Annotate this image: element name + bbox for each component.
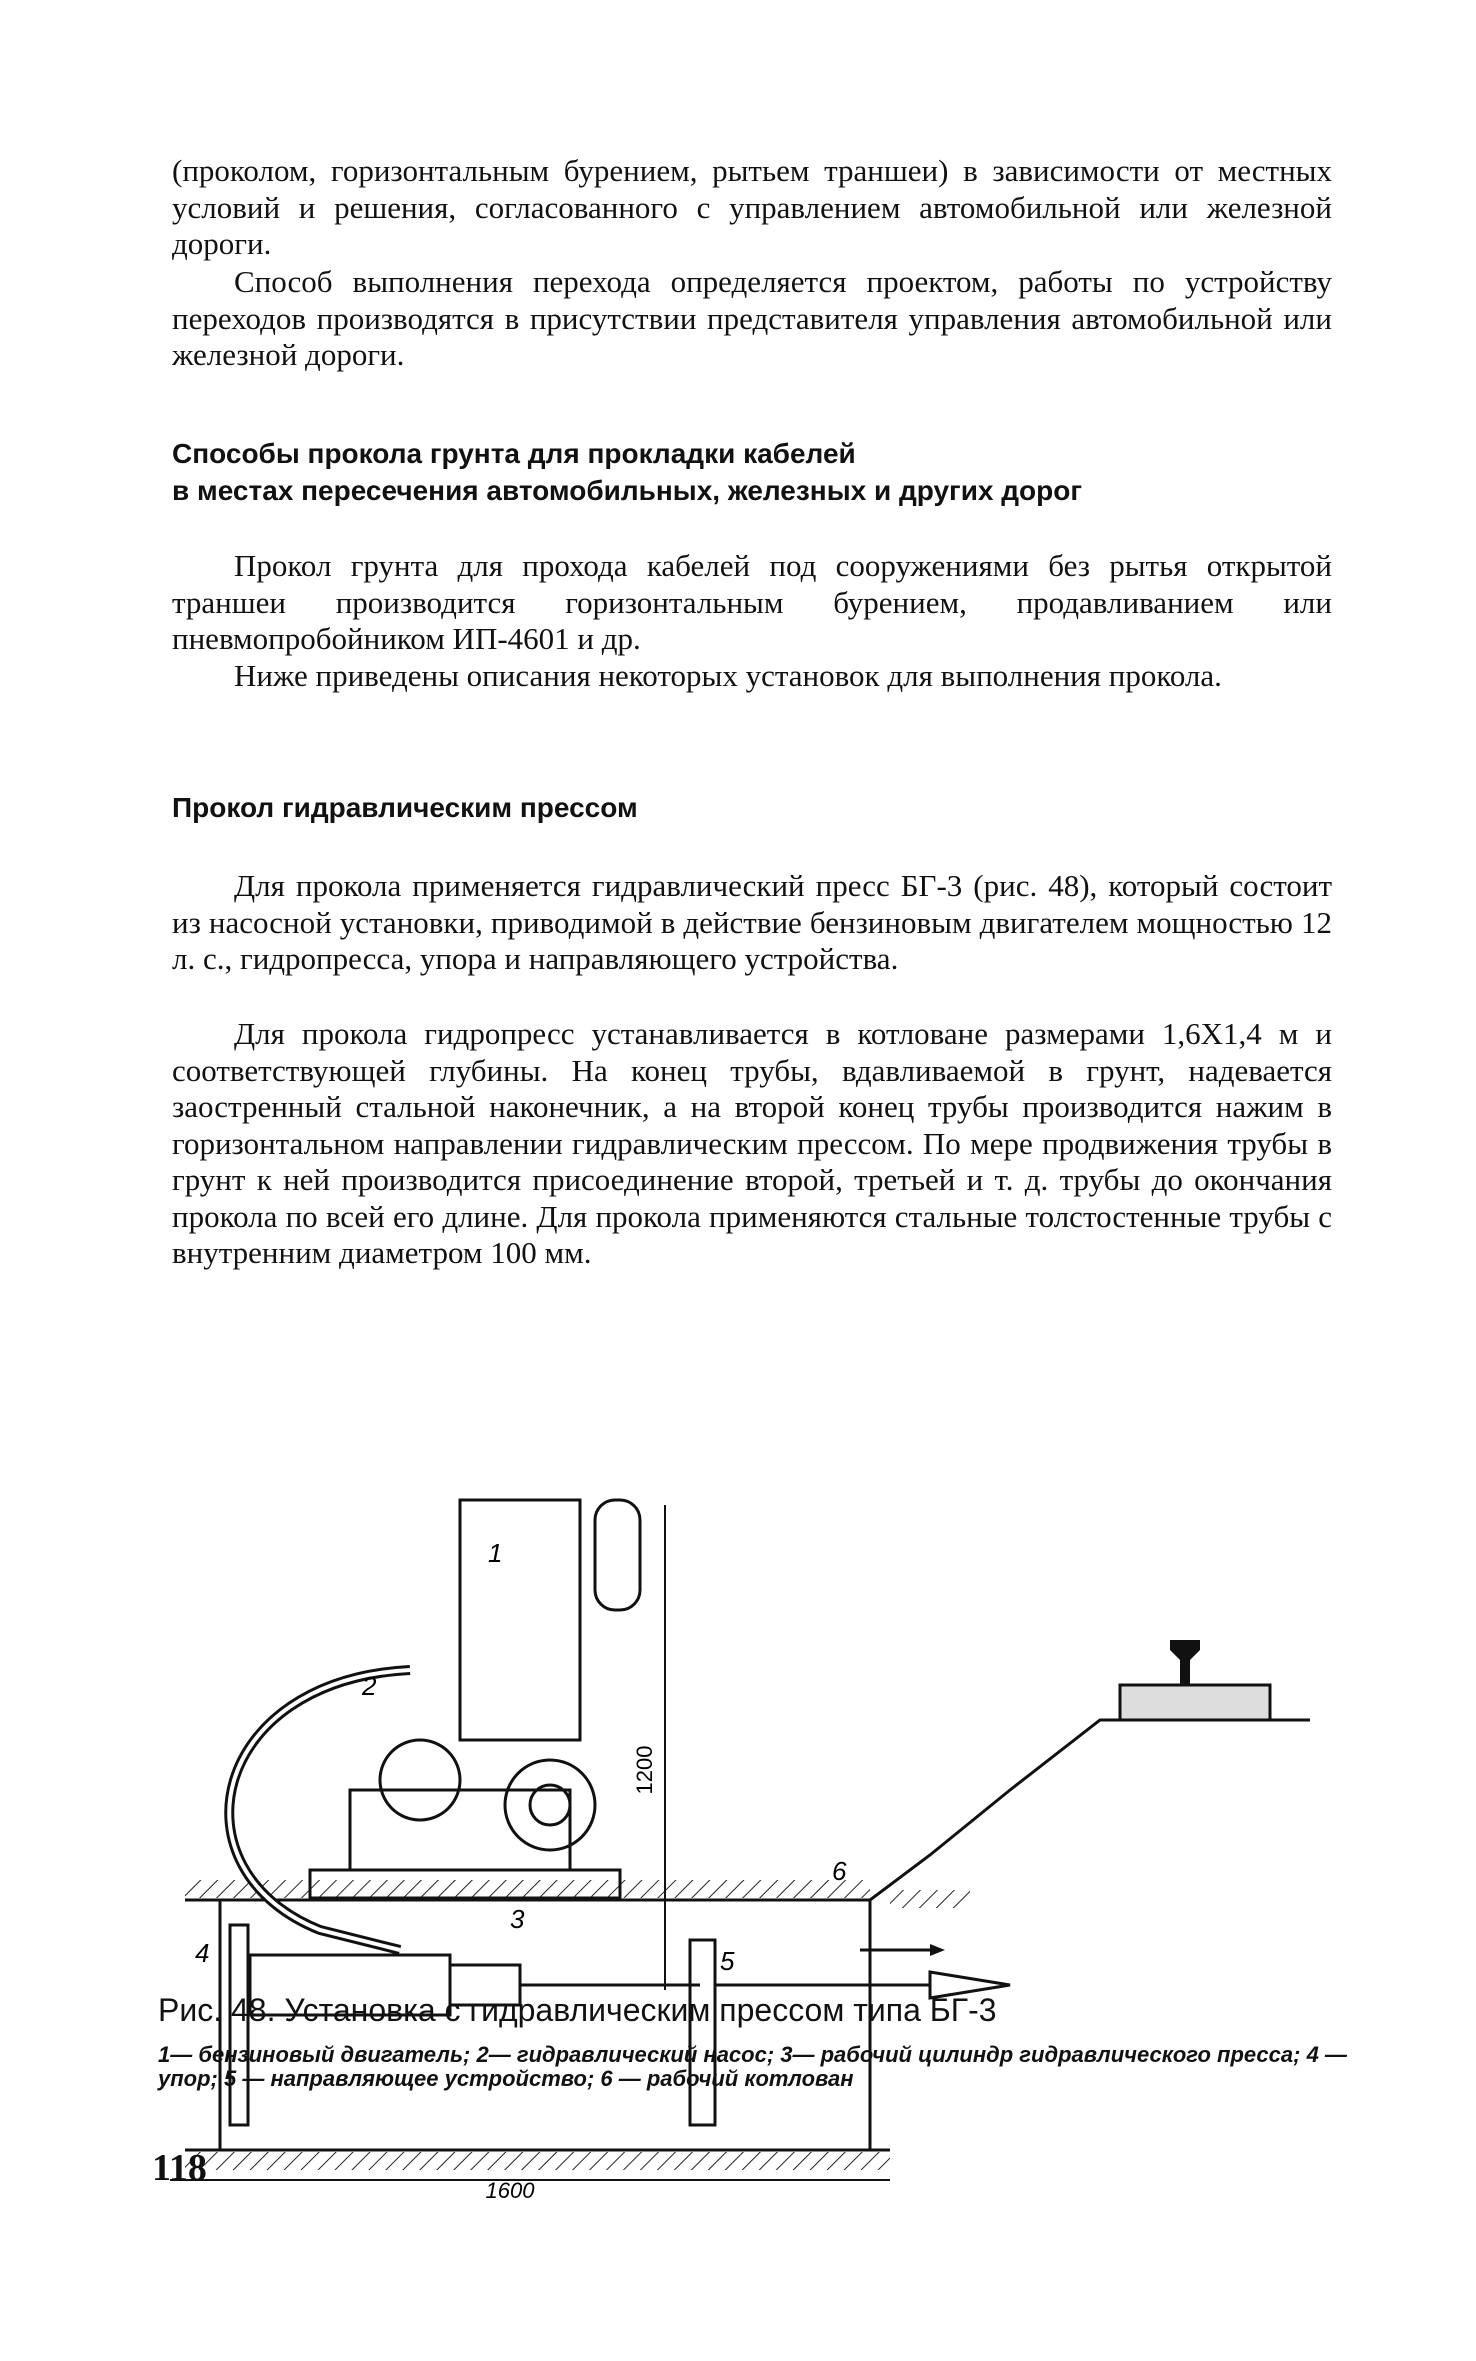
section-heading-line-1: Способы прокола грунта для прокладки кабелей — [172, 438, 856, 469]
rail-icon — [1170, 1640, 1200, 1685]
pump-wheel — [380, 1740, 460, 1820]
rail-ballast — [1120, 1685, 1270, 1720]
height-dimension-label: 1200 — [632, 1745, 657, 1795]
paragraph-1: (проколом, горизонтальным бурением, рытьем траншеи) в зависимости от местных условий и решения, согласованного с управлением автомобильной или железной дороги. — [172, 153, 1332, 261]
figure-legend: 1— бензиновый двигатель; 2— гидравлический насос; 3— рабочий цилиндр гидравлического пресса; 4 — упор; 5 — направляющее устройство; 6 — рабочий котлован — [158, 2042, 1347, 2091]
paragraph-4: Ниже приведены описания некоторых установок для выполнения прокола. — [234, 658, 1222, 693]
label-3: 3 — [510, 1904, 525, 1934]
embankment-hatch — [890, 1890, 970, 1908]
ground-hatch-bottom-band — [185, 2152, 890, 2170]
paragraph-3: Прокол грунта для прохода кабелей под сооружениями без рытья открытой траншеи производится горизонтальным бурением, продавливанием или пневмопробойником ИП-4601 и др. — [172, 548, 1332, 656]
section-heading-line-2: в местах пересечения автомобильных, железных и других дорог — [172, 475, 1083, 506]
embankment — [870, 1720, 1310, 1900]
ground-hatch-top-band — [185, 1880, 870, 1898]
subsection-heading: Прокол гидравлическим прессом — [172, 792, 638, 823]
label-6: 6 — [832, 1856, 847, 1886]
pump-base — [350, 1790, 570, 1870]
hose — [229, 1670, 410, 1950]
label-4: 4 — [195, 1938, 210, 1968]
paragraph-6: Для прокола гидропресс устанавливается в котловане размерами 1,6X1,4 м и соответствующей глубины. На конец трубы, вдавливаемой в грунт, надевается заостренный стальной наконечник, а на второй конец трубы производится нажим в горизонтальном направлении гидравлическим прессом. По мере продвижения трубы в грунт к ней производится присоединение второй, третьей и т. д. трубы до окончания прокола по всей его длине. Для прокола применяются стальные толстостенные трубы с внутренним диаметром 100 мм. — [172, 1016, 1332, 1270]
width-dimension-label: 1600 — [485, 2178, 535, 2203]
paragraph-2: Способ выполнения перехода определяется проектом, работы по устройству переходов производятся в присутствии представителя управления автомобильной или железной дороги. — [172, 264, 1332, 372]
label-2: 2 — [362, 1671, 377, 1701]
engine-tank — [595, 1500, 640, 1610]
label-5: 5 — [720, 1946, 735, 1976]
page-number: 118 — [152, 2147, 207, 2189]
paragraph-5: Для прокола применяется гидравлический пресс БГ-3 (рис. 48), который состоит из насосной установки, приводимой в действие бензиновым двигателем мощностью 12 л. с., гидропресса, упора и направляющего устройства. — [172, 868, 1332, 976]
label-1: 1 — [488, 1538, 503, 1568]
flywheel — [505, 1760, 595, 1850]
engine-block — [460, 1500, 580, 1740]
figure-caption: Рис. 48. Установка с гидравлическим прессом типа БГ-3 — [158, 1992, 997, 2028]
guide-device — [690, 1940, 715, 2125]
